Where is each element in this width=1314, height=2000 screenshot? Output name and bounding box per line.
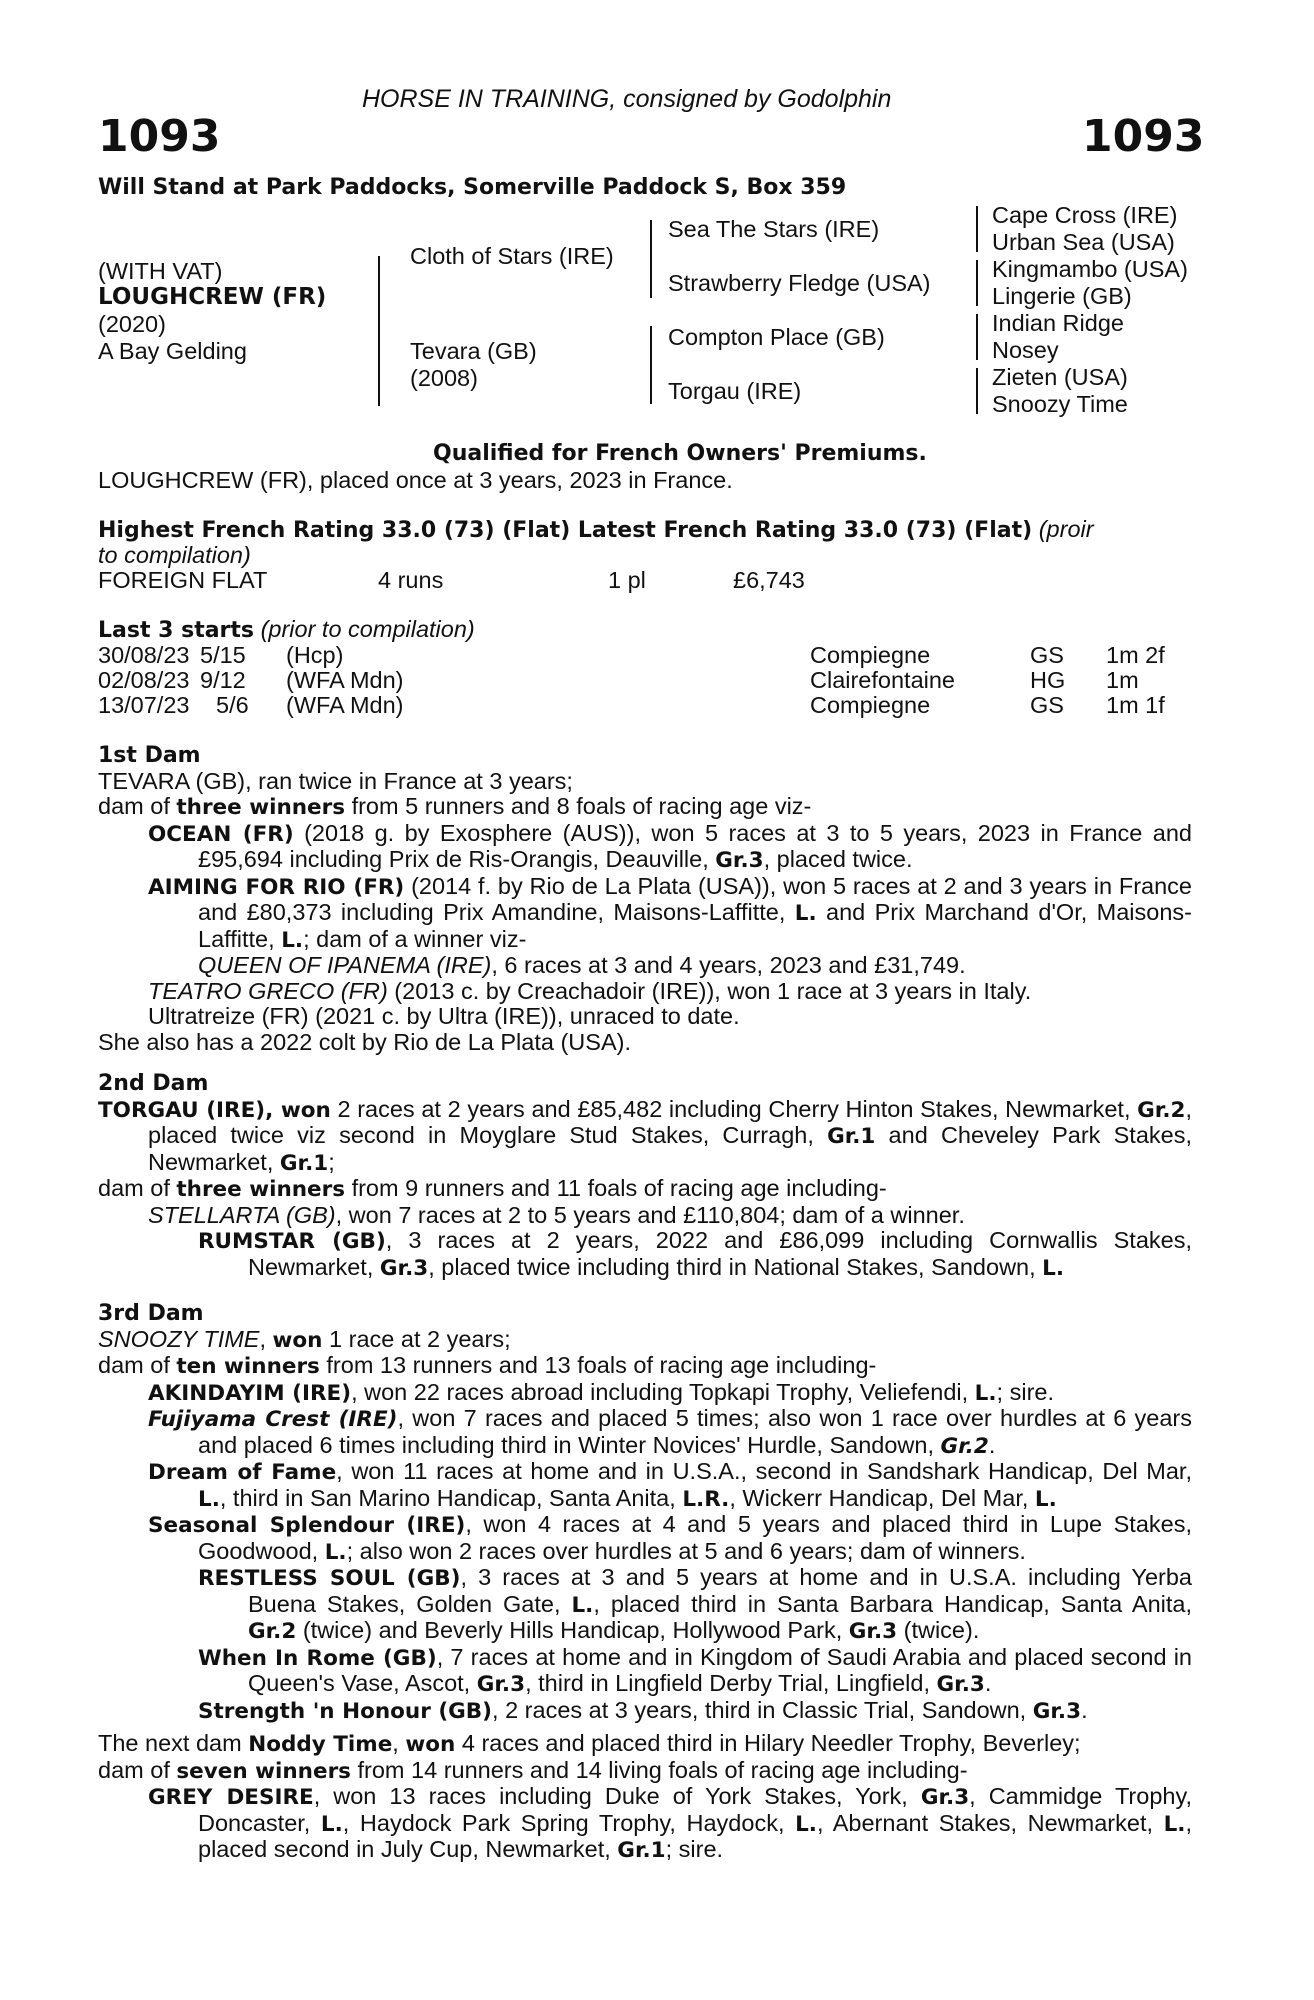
pedigree-gen4-6: Nosey [992, 337, 1059, 363]
lot-number-right: 1093 [1082, 111, 1205, 162]
grade: L. [324, 1539, 347, 1565]
third-dam-produce [98, 1353, 1192, 1380]
pedigree-gen4-7: Zieten (USA) [992, 364, 1128, 390]
pedigree-gen4-4: Lingerie (GB) [992, 283, 1132, 309]
start-position: 5/15 [200, 642, 246, 668]
pedigree-gen4-8: Snoozy Time [992, 391, 1128, 417]
text: She also has a 2022 colt by Rio de La Plata (USA). [98, 1028, 631, 1055]
text: ; sire. [996, 1378, 1055, 1405]
text: (2013 c. by Creachadoir (IRE)), won 1 race at 3 years in Italy. [387, 977, 1032, 1004]
horse-name: RESTLESS SOUL (GB) [198, 1566, 461, 1591]
horse-name: Fujiyama Crest (IRE) [148, 1407, 398, 1432]
text: . [988, 1431, 996, 1458]
first-dam-produce [98, 794, 1192, 821]
produce-note [98, 1030, 1192, 1056]
text: , placed twice. [763, 846, 913, 872]
second-dam-section [98, 1070, 1192, 1281]
horse-name: TORGAU (IRE), won [98, 1097, 331, 1123]
text: from 14 runners and 14 living foals of racing age including- [350, 1756, 968, 1783]
dam-record: SNOOZY TIME, won 1 race at 2 years; [98, 1325, 511, 1353]
produce-entry [148, 1203, 1192, 1229]
text: won [272, 1327, 323, 1353]
pedigree-brace-gen3-top [650, 220, 652, 298]
text: ; dam of a winner viz- [303, 925, 527, 952]
produce-entry [148, 1406, 1192, 1459]
text: , Abernant Stakes, Newmarket, [816, 1809, 1164, 1836]
next-dam-section [98, 1731, 1192, 1864]
pedigree-dam: Tevara (GB) [410, 338, 537, 364]
text: , Haydock Park Spring Trophy, Haydock, [342, 1809, 796, 1836]
start-race: (Hcp) [286, 642, 344, 668]
section-heading: 2nd Dam [98, 1071, 209, 1096]
text: , 6 races at 3 and 4 years, 2023 and £31,749. [491, 952, 966, 978]
horse-name: Seasonal Splendour (IRE) [148, 1513, 466, 1538]
horse-name: SNOOZY TIME [98, 1325, 260, 1352]
text: from 13 runners and 13 foals of racing age including- [319, 1352, 877, 1378]
section-heading: 3rd Dam [98, 1301, 204, 1326]
start-course: Compiegne [810, 642, 931, 668]
dam-record [98, 1097, 1192, 1177]
last-starts-heading [98, 616, 475, 644]
horse-name: GREY DESIRE [148, 1785, 314, 1810]
text: , won 22 races abroad including Topkapi Trophy, Veliefendi, [351, 1378, 975, 1405]
start-course: Clairefontaine [810, 667, 956, 693]
text: , third in Lingfield Derby Trial, Lingfield, [525, 1670, 937, 1696]
text: ; sire. [665, 1836, 724, 1862]
pedigree-sire: Cloth of Stars (IRE) [410, 243, 614, 269]
text: 4 races and placed third in Hilary Needler Trophy, Beverley; [455, 1730, 1081, 1756]
record-category: FOREIGN FLAT [98, 567, 268, 593]
pedigree-gen3-3: Compton Place (GB) [668, 324, 885, 350]
text: , Wickerr Handicap, Del Mar, [729, 1484, 1035, 1511]
record-placed: 1 pl [608, 567, 646, 593]
second-dam-produce [98, 1176, 1192, 1203]
text: dam of [98, 793, 177, 819]
last-starts-note: (prior to compilation) [260, 616, 475, 642]
grade: Gr.2 [940, 1433, 989, 1459]
horse-name: AKINDAYIM (IRE) [148, 1380, 352, 1406]
grade: L. [974, 1380, 997, 1406]
grade: L.R. [682, 1486, 730, 1512]
text: (twice). [897, 1617, 980, 1643]
text: and Prix Marchand d'Or, Maisons-Laffitte, [198, 899, 1192, 952]
rating-text: Highest French Rating 33.0 (73) (Flat) Latest French Rating 33.0 (73) (Flat) [98, 518, 1033, 543]
text: dam of [98, 1352, 177, 1378]
text: dam of [98, 1175, 177, 1201]
text: , placed twice viz second in Moyglare Stud Stakes, Curragh, [148, 1095, 1192, 1148]
last-starts-title: Last 3 starts [98, 618, 255, 643]
pedigree-gen3-4: Torgau (IRE) [668, 378, 802, 404]
horse-name: STELLARTA (GB) [148, 1201, 336, 1228]
pedigree-dam-year: (2008) [410, 365, 478, 391]
lot-number-left: 1093 [98, 111, 221, 162]
start-course: Compiegne [810, 692, 931, 718]
vat-note: (WITH VAT) [98, 258, 223, 284]
produce-entry [148, 1380, 1192, 1407]
text: and Cheveley Park Stakes, Newmarket, [148, 1122, 1192, 1175]
pedigree-brace-gen4-1 [976, 206, 978, 252]
horse-name: LOUGHCREW (FR) [98, 284, 327, 310]
grade: Gr.1 [827, 1124, 876, 1149]
pedigree-brace-sire [378, 256, 380, 406]
produce-entry [148, 979, 1192, 1005]
start-distance: 1m 1f [1106, 692, 1165, 718]
winner-count: three winners [176, 1177, 346, 1202]
text: . [1081, 1696, 1088, 1723]
pedigree-brace-gen4-2 [976, 260, 978, 306]
start-date: 13/07/23 [98, 692, 190, 718]
race-summary: LOUGHCREW (FR), placed once at 3 years, 2023 in France. [98, 467, 733, 493]
produce-entry [198, 1698, 1192, 1725]
start-race: (WFA Mdn) [286, 692, 404, 718]
grade: L. [1042, 1255, 1065, 1281]
horse-name: AIMING FOR RIO (FR) [148, 874, 405, 900]
text: , 2 races at 3 years, third in Classic Trial, Sandown, [492, 1696, 1033, 1723]
produce-entry [198, 953, 1192, 979]
grade: L. [571, 1592, 594, 1618]
rating-note-cont: to compilation) [98, 542, 251, 568]
text: ; [328, 1148, 335, 1175]
first-dam-line [98, 769, 1192, 795]
start-date: 02/08/23 [98, 667, 190, 693]
winner-count: three winners [176, 795, 346, 820]
premiums-note: Qualified for French Owners' Premiums. [433, 441, 927, 466]
stand-location: Will Stand at Park Paddocks, Somerville Paddock S, Box 359 [98, 175, 847, 200]
text: . [984, 1670, 992, 1696]
grade: L. [794, 901, 817, 926]
horse-name: RUMSTAR (GB) [198, 1229, 386, 1254]
text: , placed third in Santa Barbara Handicap, Santa Anita, [593, 1590, 1192, 1617]
grade: Gr.3 [379, 1255, 429, 1281]
text: , won 11 races at home and in U.S.A., second in Sandshark Handicap, Del Mar, [336, 1458, 1192, 1484]
produce-entry [198, 1228, 1192, 1281]
section-heading: 1st Dam [98, 743, 201, 768]
text: , 3 races at 2 years, 2022 and £86,099 including Cornwallis Stakes, Newmarket, [248, 1227, 1192, 1280]
pedigree-brace-gen3-bottom [650, 326, 652, 404]
produce-entry [198, 1565, 1192, 1645]
text: (twice) and Beverly Hills Handicap, Hollywood Park, [296, 1617, 849, 1643]
text: , third in San Marino Handicap, Santa Anita, [219, 1484, 683, 1511]
pedigree-gen4-2: Urban Sea (USA) [992, 229, 1175, 255]
start-going: GS [1030, 692, 1064, 718]
grade: Gr.2 [1137, 1097, 1186, 1123]
produce-entry [148, 1512, 1192, 1565]
horse-name: Strength 'n Honour (GB) [198, 1698, 493, 1724]
record-earnings: £6,743 [733, 567, 805, 593]
rating-line [98, 516, 1094, 544]
dam-record: TEVARA (GB), ran twice in France at 3 years; [98, 767, 573, 794]
grade: L. [198, 1486, 220, 1512]
horse-name: QUEEN OF IPANEMA (IRE) [198, 952, 492, 978]
grade: Gr.3 [1032, 1698, 1082, 1724]
pedigree-gen4-5: Indian Ridge [992, 310, 1124, 336]
text: , won 7 races and placed 5 times; also won 1 race over hurdles at 6 years and placed 6 times including third in Winter Novices' Hurdle, Sandown, [198, 1405, 1192, 1458]
pedigree-brace-gen4-4 [976, 368, 978, 414]
winner-count: seven winners [176, 1758, 351, 1784]
produce-entry [148, 821, 1192, 874]
start-distance: 1m [1106, 667, 1139, 693]
grade: L. [1163, 1811, 1186, 1837]
start-date: 30/08/23 [98, 642, 190, 668]
text: from 9 runners and 11 foals of racing age including- [345, 1175, 887, 1201]
pedigree-gen3-1: Sea The Stars (IRE) [668, 216, 880, 242]
produce-entry [148, 1004, 1192, 1030]
text: , 3 races at 3 and 5 years at home and in U.S.A. including Yerba Buena Stakes, Golden Gate, [248, 1564, 1192, 1617]
grade: Gr.2 [248, 1619, 297, 1644]
horse-name: When In Rome (GB) [198, 1645, 437, 1671]
grade: L. [281, 927, 304, 953]
text: 1 race at 2 years; [322, 1325, 511, 1352]
grade: Gr.3 [848, 1619, 898, 1644]
start-going: GS [1030, 642, 1064, 668]
text: (2014 f. by Rio de La Plata (USA)), won 5 races at 2 and 3 years in France and £80,373 including Prix Amandine, Maisons-Laffitte, [198, 872, 1192, 925]
produce-entry [148, 1784, 1192, 1864]
pedigree-brace-gen4-3 [976, 314, 978, 360]
text: , won 4 races at 4 and 5 years and placed third in Lupe Stakes, Goodwood, [198, 1511, 1192, 1564]
grade: L. [1034, 1486, 1057, 1512]
text: , placed second in July Cup, Newmarket, [198, 1809, 1192, 1862]
text: , 7 races at home and in Kingdom of Saudi Arabia and placed second in Queen's Vase, Ascot, [248, 1643, 1193, 1696]
first-dam-section [98, 742, 1192, 1055]
horse-name: TEATRO GRECO (FR) [148, 977, 388, 1004]
text: , won 13 races including Duke of York Stakes, York, [313, 1783, 921, 1809]
horse-name: Noddy Time [248, 1732, 393, 1757]
text: , placed twice including third in National Stakes, Sandown, [428, 1253, 1043, 1280]
produce-entry [148, 874, 1192, 954]
start-distance: 1m 2f [1106, 642, 1165, 668]
grade: Gr.1 [279, 1150, 329, 1176]
pedigree-gen4-3: Kingmambo (USA) [992, 256, 1188, 282]
record-runs: 4 runs [378, 567, 444, 593]
pedigree-gen4-1: Cape Cross (IRE) [992, 202, 1178, 228]
produce-entry [198, 1645, 1192, 1698]
rating-note: (proir [1038, 516, 1094, 542]
dam-record: The next dam Noddy Time, won 4 races and placed third in Hilary Needler Trophy, Beverley; [98, 1730, 1081, 1757]
start-going: HG [1030, 667, 1066, 693]
horse-year: (2020) [98, 311, 166, 337]
text: Ultratreize (FR) (2021 c. by Ultra (IRE)), unraced to date. [148, 1003, 740, 1029]
text: (2018 g. by Exosphere (AUS)), won 5 races at 3 to 5 years, 2023 in France and £95,694 including Prix de Ris-Orangis, Deauville, [198, 819, 1192, 872]
text: 2 races at 2 years and £85,482 including Cherry Hinton Stakes, Newmarket, [330, 1095, 1138, 1122]
next-dam-produce [98, 1758, 1192, 1785]
text: from 5 runners and 8 foals of racing age viz- [345, 793, 812, 819]
grade: L. [795, 1811, 817, 1837]
grade: Gr.3 [920, 1785, 970, 1810]
grade: Gr.3 [936, 1672, 985, 1697]
start-position: 9/12 [200, 667, 246, 693]
text: dam of [98, 1756, 177, 1783]
text: , Cammidge Trophy, Doncaster, [198, 1783, 1192, 1836]
third-dam-section [98, 1300, 1192, 1724]
start-position: 5/6 [216, 692, 249, 718]
text: The next dam [98, 1730, 249, 1756]
grade: Gr.3 [715, 848, 764, 873]
text: , won 7 races at 2 to 5 years and £110,804; dam of a winner. [335, 1201, 965, 1228]
text: ; also won 2 races over hurdles at 5 and 6 years; dam of winners. [346, 1537, 1026, 1564]
text: won [405, 1732, 456, 1757]
page-subtitle: HORSE IN TRAINING, consigned by Godolphin [362, 85, 892, 113]
produce-entry [148, 1459, 1192, 1512]
horse-description: A Bay Gelding [98, 338, 247, 364]
horse-name: OCEAN (FR) [148, 821, 294, 847]
start-race: (WFA Mdn) [286, 667, 404, 693]
grade: Gr.3 [476, 1672, 526, 1697]
grade: Gr.1 [617, 1838, 666, 1863]
winner-count: ten winners [176, 1354, 320, 1379]
grade: L. [320, 1811, 343, 1837]
horse-name: Dream of Fame [148, 1460, 337, 1485]
pedigree-gen3-2: Strawberry Fledge (USA) [668, 270, 931, 296]
